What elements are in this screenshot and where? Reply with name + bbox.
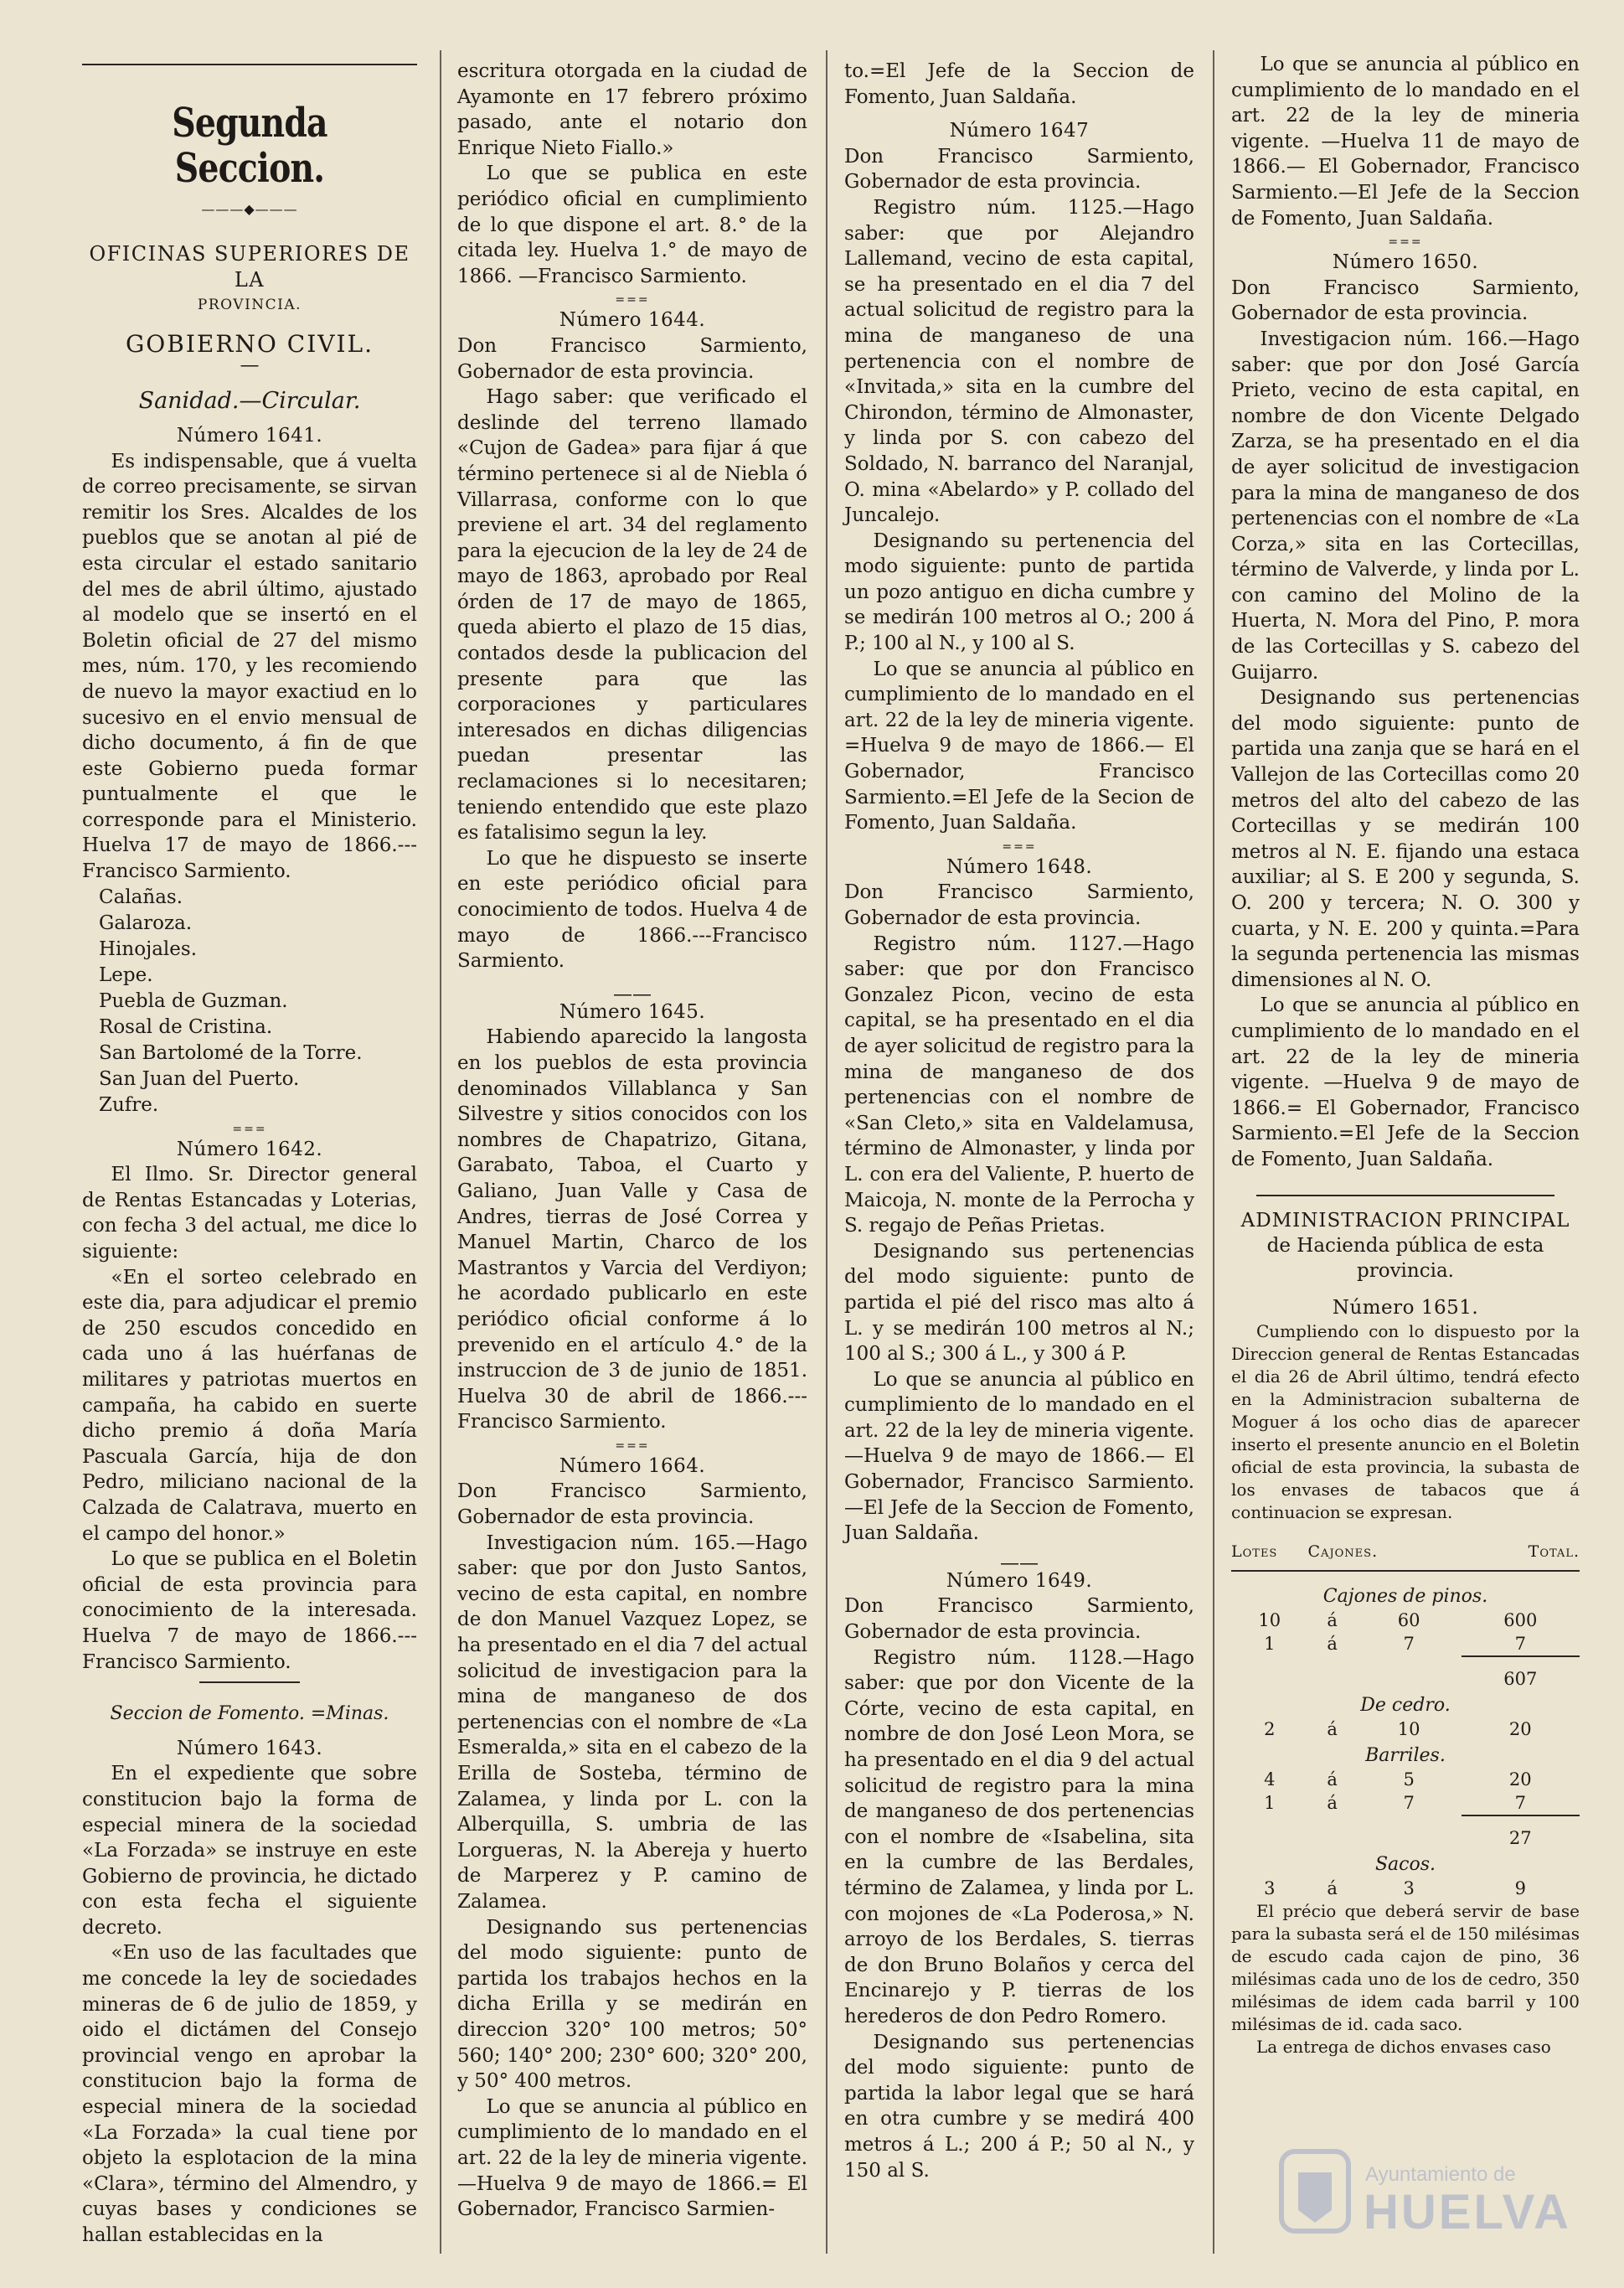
notice-1647-text: Registro núm. 1125.—Hago saber: que por Alejandro Lallemand, vecino de esta capital, se ha presentado en el dia 7 del actual solicitud de registro para la mina de manganeso de una pertenencia con el nombre de «Invitada,» sita en la cumbre del Chirondon, término de Almonaster, y linda por S. con cabezo del Soldado, N. barranco del Naranjal, O. mina «Abelardo» y P. collado del Juncalejo.: [844, 196, 1194, 527]
notice-1649-boundaries: Designando sus pertenencias del modo siguiente: punto de partida la labor legal que se hará en otra cumbre y se medirá 400 metros á L.; 200 á P.; 50 al N., y 150 al S.: [844, 2031, 1194, 2182]
town-item: Puebla de Guzman.: [99, 989, 288, 1012]
town-item: San Juan del Puerto.: [99, 1067, 300, 1090]
table-row: [1231, 1632, 1580, 1656]
town-item: Hinojales.: [99, 937, 197, 960]
notice-1649-text: Registro núm. 1128.—Hago saber: que por don Vicente de la Córte, vecino de esta capital, en nombre de don José Leon Mora, se ha presentado en el dia 9 del actual solicitud de registro para la mina de manganeso de dos pertenencias con el nombre de «Isabelina, sita en la cumbre de las Berdales, término de Zalamea, y linda por L. con mojones de «La Poderosa,» N. arroyo de los Berdales, S. tierras de don Bruno Bolaños y cerca del Encinarejo y P. tierras de los herederos de don Pedro Romero.: [844, 1646, 1195, 2027]
table-cell: á: [1327, 1609, 1338, 1630]
offices-heading: OFICINAS SUPERIORES DE LA: [89, 242, 410, 292]
town-item: Rosal de Cristina.: [99, 1015, 273, 1038]
table-cell: 9: [1514, 1877, 1526, 1898]
notice-1664-text: Investigacion núm. 165.—Hago saber: que por don Justo Santos, vecino de esta capital, en nombre de don Manuel Vazquez Lopez, se ha presentado en el dia 7 del actual solicitud de investigacion para la mina de manganeso de dos pertenencias con el nombre de «La Esmeralda,» sita en el cabezo de la Erilla de Sosteba, término de Zalamea, y linda por L. con la Alberquilla, S. umbria de las Lorgueras, N. la Abereja y huerto de Marperez y P. camino de Zalamea.: [457, 1531, 808, 1913]
notice-number: Número 1651.: [1332, 1296, 1479, 1319]
table-cell: 1: [1264, 1793, 1276, 1814]
table-header: Cajones.: [1308, 1536, 1462, 1571]
table-total: 607: [1462, 1656, 1580, 1691]
notice-1643-closing: Lo que se publica en este periódico oficial en cumplimiento de lo que dispone el art. 8.° de la citada ley. Huelva 1.° de mayo de 1866. —Francisco Sarmiento.: [457, 163, 807, 287]
town-item: Calañas.: [99, 886, 183, 908]
table-cell: á: [1327, 1634, 1338, 1655]
table-cell: á: [1327, 1769, 1338, 1790]
table-row: [1231, 1877, 1580, 1900]
table-cell: 7: [1403, 1634, 1415, 1655]
notice-1648-closing: Lo que se anuncia al público en cumplimiento de lo mandado en el art. 22 de la ley de mineria vigente. —Huelva 9 de mayo de 1866.— El Gobernador, Francisco Sarmiento.—El Jefe de la Seccion de Fomento, Juan Saldaña.: [844, 1368, 1194, 1545]
admin-subheading: de Hacienda pública de esta provincia.: [1266, 1234, 1544, 1282]
column-2: [457, 59, 807, 2223]
table-cell: á: [1327, 1793, 1338, 1814]
precio-text: El précio que deberá servir de base para la subasta será el de 150 milésimas de escudo cada cajon de pino, 36 milésimas cada uno de los de cedro, 350 milésimas de idem cada barril y 100 milésimas de id. cada saco.: [1231, 1900, 1580, 2034]
notice-header: Don Francisco Sarmiento, Gobernador de esta provincia.: [844, 881, 1194, 929]
table-cell: 600: [1503, 1609, 1538, 1630]
notice-1642-quote: «En el sorteo celebrado en este dia, para adjudicar el premio de 250 escudos concedido en cada uno á las huérfanas de militares y patriotas muertos en campaña, ha cabido en suerte dicho premio á doña María Pascuala García, hija de don Pedro, miliciano nacional de la Calzada de Calatrava, muerto en el campo del honor.»: [82, 1266, 417, 1545]
table-cell: 7: [1514, 1633, 1526, 1654]
notice-1644-closing: Lo que he dispuesto se inserte en este periódico oficial para conocimiento de todos. Huelva 4 de mayo de 1866.---Francisco Sarmiento.: [457, 847, 807, 973]
table-cell: 20: [1508, 1769, 1532, 1790]
notice-number: Número 1644.: [559, 309, 706, 332]
notice-1651-text: Cumpliendo con lo dispuesto por la Direccion general de Rentas Estancadas el dia 26 de Abril último, tendrá efecto en la Administracion subalterna de Moguer á los ocho dias de aparecer inserto el presente anuncio en el Boletin oficial de esta provincia, la subasta de los envases de tabacos que á continuacion se expresan.: [1231, 1321, 1580, 1523]
notice-number: Número 1649.: [946, 1569, 1093, 1592]
fomento-heading: Seccion de Fomento. =Minas.: [110, 1703, 389, 1725]
column-1: [82, 59, 417, 2249]
notice-header: Don Francisco Sarmiento, Gobernador de esta provincia.: [457, 334, 807, 383]
towns-list: [99, 885, 417, 1118]
table-cell: 3: [1264, 1877, 1276, 1898]
huelva-watermark: [1273, 2135, 1591, 2260]
notice-number: Número 1650.: [1332, 251, 1479, 274]
table-cell: 20: [1508, 1718, 1532, 1739]
notice-header: Don Francisco Sarmiento, Gobernador de esta provincia.: [1231, 276, 1580, 325]
dash-divider: ——: [613, 983, 652, 1005]
table-category: Cajones de pinos.: [1322, 1585, 1488, 1607]
notice-number: Número 1648.: [946, 855, 1093, 878]
table-row: [1231, 1717, 1580, 1741]
notice-number: Número 1647: [949, 120, 1090, 142]
notice-1650-text: Investigacion núm. 166.—Hago saber: que por don José García Prieto, vecino de esta capital, en nombre de don Vicente Delgado Zarza, se ha presentado en el dia de ayer solicitud de investigacion para la mina de manganeso de dos pertenencias con el nombre de «La Corza,» sita en las Cortecillas, término de Valverde, y linda por L. con camino del Molino de la Huerta, N. Mora del Pino, P. mora de las Cortecillas y S. cabezo del Guijarro.: [1231, 328, 1580, 684]
table-category: Sacos.: [1374, 1853, 1436, 1875]
top-rule: [82, 64, 417, 65]
town-item: San Bartolomé de la Torre.: [99, 1041, 363, 1064]
notice-1642-closing: Lo que se publica en el Boletin oficial de esta provincia para conocimiento de la interesada. Huelva 7 de mayo de 1866.---Francisco Sarmiento.: [82, 1548, 417, 1673]
table-cell: 7: [1403, 1793, 1415, 1814]
double-rule-divider: ===: [1002, 839, 1037, 854]
column-rule: [826, 50, 827, 2254]
table-cell: 2: [1264, 1718, 1276, 1739]
column-3: [844, 59, 1194, 2183]
dash-divider: ——: [1000, 1552, 1039, 1574]
column-rule: [440, 50, 441, 2254]
notice-1643-decree: «En uso de las facultades que me concede la ley de sociedades mineras de 6 de julio de 1859, y oido el dictámen del Consejo provincial vengo en aprobar la constitucion bajo la forma de especial minera de la sociedad «La Forzada» la cual tiene por objeto la esplotacion de la mina «Clara», término del Almendro, y cuyas bases y condiciones se hallan establecidas en la: [82, 1942, 417, 2246]
sanidad-heading: Sanidad.—Circular.: [138, 388, 361, 415]
notice-number: Número 1643.: [176, 1737, 323, 1759]
dash-divider: —: [240, 354, 260, 377]
table-total-row: [1231, 1656, 1580, 1691]
table-header: Total.: [1462, 1536, 1580, 1571]
table-cell: 10: [1397, 1718, 1420, 1739]
notice-1645-text: Habiendo aparecido la langosta en los pueblos de esta provincia denominados Villablanca y San Silvestre y sitios conocidos con los nombres de Chapatrizo, Gitana, Garabato, Taboa, el Cuarto y Galiano, Juan Valle y Casa de Andres, tierras de José Correa y Manuel Martin, Charco de los Mastrantos y Varcia del Verdiyon; he acordado publicarlo en este periódico oficial conforme á lo prevenido en el artículo 4.° de la instruccion de 3 de junio de 1851. Huelva 30 de abril de 1866.---Francisco Sarmiento.: [457, 1026, 807, 1433]
notice-number: Número 1664.: [559, 1454, 706, 1477]
notice-number: Número 1641.: [176, 424, 323, 447]
table-total-row: [1231, 1815, 1580, 1850]
notice-header: Don Francisco Sarmiento, Gobernador de esta provincia.: [457, 1480, 807, 1529]
table-cell: 60: [1397, 1609, 1420, 1630]
table-cell: 5: [1403, 1769, 1415, 1790]
notice-1643-intro: En el expediente que sobre constitucion bajo la forma de especial minera de la sociedad «La Forzada» se instruye en este Gobierno de provincia, he dictado con esta fecha el siguiente decreto.: [82, 1763, 417, 1939]
notice-1647-boundaries: Designando su pertenencia del modo siguiente: punto de partida un pozo antiguo en dicha cumbre y se medirán 100 metros al O.; 200 á P.; 100 al N., y 100 al S.: [844, 529, 1194, 655]
table-category: De cedro.: [1360, 1694, 1451, 1716]
notice-header: Don Francisco Sarmiento, Gobernador de esta provincia.: [844, 145, 1194, 194]
notice-1648-boundaries: Designando sus pertenencias del modo siguiente: punto de partida el pié del risco mas alto á L. y se medirán 100 metros al N.; 100 al S.; 300 á L., y 300 á P.: [844, 1240, 1194, 1366]
notice-number: Número 1642.: [176, 1138, 323, 1160]
table-cell: á: [1327, 1718, 1338, 1739]
town-item: Galaroza.: [99, 912, 193, 934]
section-title: Segunda Seccion.: [172, 100, 327, 192]
shield-icon: [1281, 2151, 1348, 2231]
notice-1650-closing: Lo que se anuncia al público en cumplimiento de lo mandado en el art. 22 de la ley de mineria vigente. —Huelva 9 de mayo de 1866.= El Gobernador, Francisco Sarmiento.=El Jefe de la Seccion de Fomento, Juan Saldaña.: [1231, 994, 1580, 1170]
table-row: [1231, 1791, 1580, 1815]
table-category: Barriles.: [1365, 1744, 1446, 1766]
table-header: Lotes: [1231, 1536, 1308, 1571]
notice-1647-closing: Lo que se anuncia al público en cumplimiento de lo mandado en el art. 22 de la ley de mineria vigente. =Huelva 9 de mayo de 1866.— El Gobernador, Francisco Sarmiento.=El Jefe de la Secion de Fomento, Juan Saldaña.: [844, 658, 1194, 834]
notice-1644-text: Hago saber: que verificado el deslinde del terreno llamado «Cujon de Gadea» para fijar á que término pertenece si al de Niebla ó Villarrasa, conforme con lo que previene el art. 34 del reglamento para la ejecucion de la ley de 24 de mayo de 1863, aprobado por Real órden de 17 de mayo de 1865, queda abierto el plazo de 15 dias, contados desde la publicacion del presente para que las corporaciones y particulares interesados en dichas diligencias puedan presentar las reclamaciones si lo necesitaren; teniendo entendido que este plazo es fatalisimo segun la ley.: [457, 386, 807, 844]
entrega-text: La entrega de dichos envases caso: [1256, 2036, 1551, 2057]
table-cell: 4: [1264, 1769, 1276, 1790]
gobierno-heading: GOBIERNO CIVIL.: [125, 329, 374, 358]
column-rule: [1213, 50, 1214, 2254]
province-heading: PROVINCIA.: [197, 297, 302, 314]
double-rule-divider: ===: [1388, 235, 1423, 250]
column-4: [1231, 52, 1580, 2058]
table-cell: 7: [1514, 1792, 1526, 1813]
table-cell: 3: [1403, 1877, 1415, 1898]
watermark-line1: Ayuntamiento de: [1365, 2163, 1516, 2186]
table-header-row: [1231, 1536, 1580, 1571]
continued-text: escritura otorgada en la ciudad de Ayamonte en 17 febrero próximo pasado, ante el notario don Enrique Nieto Fiallo.»: [457, 60, 807, 159]
table-cell: á: [1327, 1877, 1338, 1898]
notice-1650-boundaries: Designando sus pertenencias del modo siguiente: punto de partida una zanja que se hará en el Vallejon de las Cortecillas como 20 metros del alto del cabezo de las Cortecillas y se medirán 100 metros al N. E. fijando una estaca auxiliar; al S. E 200 y segunda, S. O. 200 y tercera; N. O. 300 y cuarta, y N. E. 200 y quinta.=Para la segunda pertenencia las mismas dimensiones al N. O.: [1231, 687, 1580, 991]
short-rule: [199, 1681, 300, 1683]
notice-number: Número 1645.: [559, 1000, 706, 1023]
double-rule-divider: ===: [615, 293, 650, 307]
notice-1641-text: Es indispensable, que á vuelta de correo precisamente, se sirvan remitir los Sres. Alcaldes de los pueblos que se anotan al pié de esta circular el estado sanitario del mes de abril último, ajustado al modelo que se insertó en el Boletin oficial de 27 del mismo mes, núm. 170, y les recomiendo de nuevo la mayor exactiud en lo sucesivo en el envio mensual de dicho documento, á fin de que este Gobierno pueda formar puntualmente el que le corresponde para el Ministerio. Huelva 17 de mayo de 1866.---Francisco Sarmiento.: [82, 450, 417, 883]
town-item: Zufre.: [99, 1093, 159, 1116]
town-item: Lepe.: [99, 963, 153, 986]
section-rule: [1256, 1195, 1554, 1196]
table-cell: 10: [1258, 1609, 1281, 1630]
continued-text: to.=El Jefe de la Seccion de Fomento, Juan Saldaña.: [844, 60, 1194, 108]
table-cell: 1: [1264, 1634, 1276, 1655]
notice-1642-intro: El Ilmo. Sr. Director general de Rentas Estancadas y Loterias, con fecha 3 del actual, me dice lo siguiente:: [82, 1164, 417, 1263]
admin-heading: ADMINISTRACION PRINCIPAL: [1240, 1209, 1570, 1232]
notice-1648-text: Registro núm. 1127.—Hago saber: que por don Francisco Gonzalez Picon, vecino de esta capital, se ha presentado en el dia de ayer solicitud de registro para la mina de manganeso de dos pertenencias con el nombre de «San Cleto,» sita en Valdelamusa, término de Almonaster, y linda por L. con era del Valiente, P. huerto de Maicoja, N. monte de la Perrocha y S. regajo de Peñas Prietas.: [844, 932, 1195, 1237]
notice-1649-closing: Lo que se anuncia al público en cumplimiento de lo mandado en el art. 22 de la ley de mineria vigente. —Huelva 11 de mayo de 1866.— El Gobernador, Francisco Sarmiento.—El Jefe de la Seccion de Fomento, Juan Saldaña.: [1231, 54, 1580, 230]
watermark-line2: HUELVA: [1364, 2185, 1571, 2239]
table-row: [1231, 1768, 1580, 1791]
notice-1664-boundaries: Designando sus pertenencias del modo siguiente: punto de partida los trabajos hechos en la dicha Erilla y se medirán en direccion 320° 100 metros; 50° 560; 140° 200; 230° 600; 320° 200, y 50° 400 metros.: [457, 1916, 807, 2093]
double-rule-divider: ===: [615, 1438, 650, 1453]
ornament-divider: ———◆———: [201, 201, 298, 217]
table-row: [1231, 1609, 1580, 1632]
envases-table: [1231, 1536, 1580, 1900]
double-rule-divider: ===: [232, 1122, 267, 1136]
table-total: 27: [1462, 1815, 1580, 1850]
notice-header: Don Francisco Sarmiento, Gobernador de esta provincia.: [844, 1595, 1194, 1644]
notice-1664-closing: Lo que se anuncia al público en cumplimiento de lo mandado en el art. 22 de la ley de mineria vigente. —Huelva 9 de mayo de 1866.= El Gobernador, Francisco Sarmien-: [457, 2095, 807, 2221]
